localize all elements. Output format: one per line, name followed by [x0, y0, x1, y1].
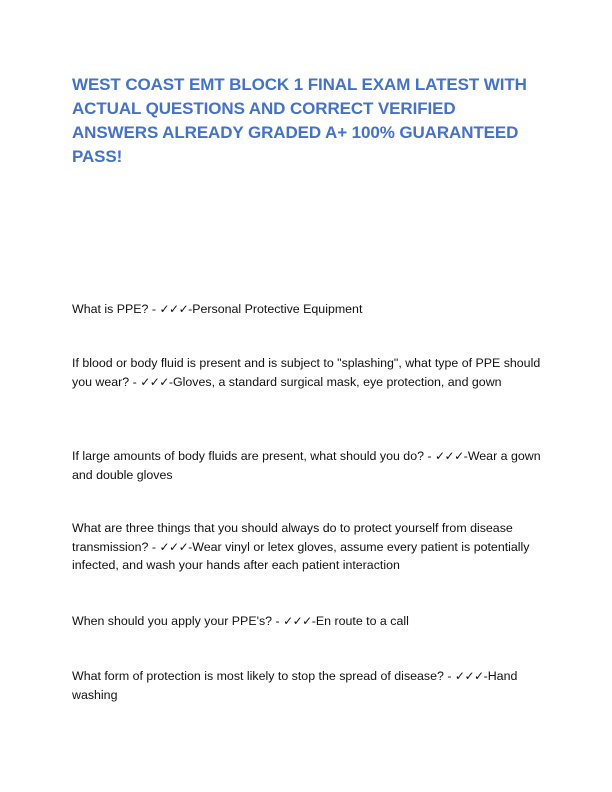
qa-item [72, 612, 542, 631]
document-title: WEST COAST EMT BLOCK 1 FINAL EXAM LATEST WITH ACTUAL QUESTIONS AND CORRECT VERIFIED ANSWERS ALREADY GRADED A+ 100% GUARANTEED PASS! [72, 75, 527, 166]
question-text: What form of protection is most likely to stop the spread of disease? [72, 669, 444, 683]
checkmark-icon: ✓✓✓ [435, 449, 464, 463]
separator: - [272, 614, 284, 628]
question-text: When should you apply your PPE's? [72, 614, 273, 628]
checkmark-icon: ✓✓✓ [454, 669, 484, 683]
qa-item [72, 300, 542, 319]
separator: - [443, 669, 455, 683]
separator: - [148, 302, 160, 316]
qa-item [72, 447, 542, 484]
checkmark-icon: ✓✓✓ [140, 374, 169, 389]
answer-text: En route to a call [315, 614, 409, 628]
answer-prefix: - [311, 614, 316, 628]
checkmark-icon: ✓✓✓ [159, 302, 189, 316]
answer-prefix: - [188, 539, 193, 554]
answer-prefix: - [483, 669, 488, 683]
separator: - [129, 374, 141, 389]
checkmark-icon: ✓✓✓ [283, 614, 312, 628]
answer-text: Gloves, a standard surgical mask, eye protection, and gown [173, 374, 502, 389]
question-text: If large amounts of body fluids are present, what should you do? [72, 449, 424, 463]
answer-text: Wear a gown and double gloves [72, 449, 541, 482]
qa-item [72, 667, 542, 704]
separator: - [423, 449, 435, 463]
qa-item [72, 519, 542, 575]
question-text: What are three things that you should always do to protect yourself from disease transmission? [72, 521, 513, 554]
separator: - [148, 539, 160, 554]
qa-item [72, 354, 542, 391]
question-text: If blood or body fluid is present and is subject to "splashing", what type of PPE should you wear? [72, 356, 541, 389]
checkmark-icon: ✓✓✓ [159, 539, 189, 554]
answer-text: Personal Protective Equipment [192, 302, 363, 316]
answer-prefix: - [188, 302, 193, 316]
question-text: What is PPE? [72, 302, 149, 316]
answer-text: Hand washing [72, 669, 518, 702]
answer-prefix: - [168, 374, 173, 389]
answer-text: Wear vinyl or letex gloves, assume every patient is potentially infected, and wash your hands after each patient interaction [72, 539, 530, 572]
answer-prefix: - [463, 449, 468, 463]
